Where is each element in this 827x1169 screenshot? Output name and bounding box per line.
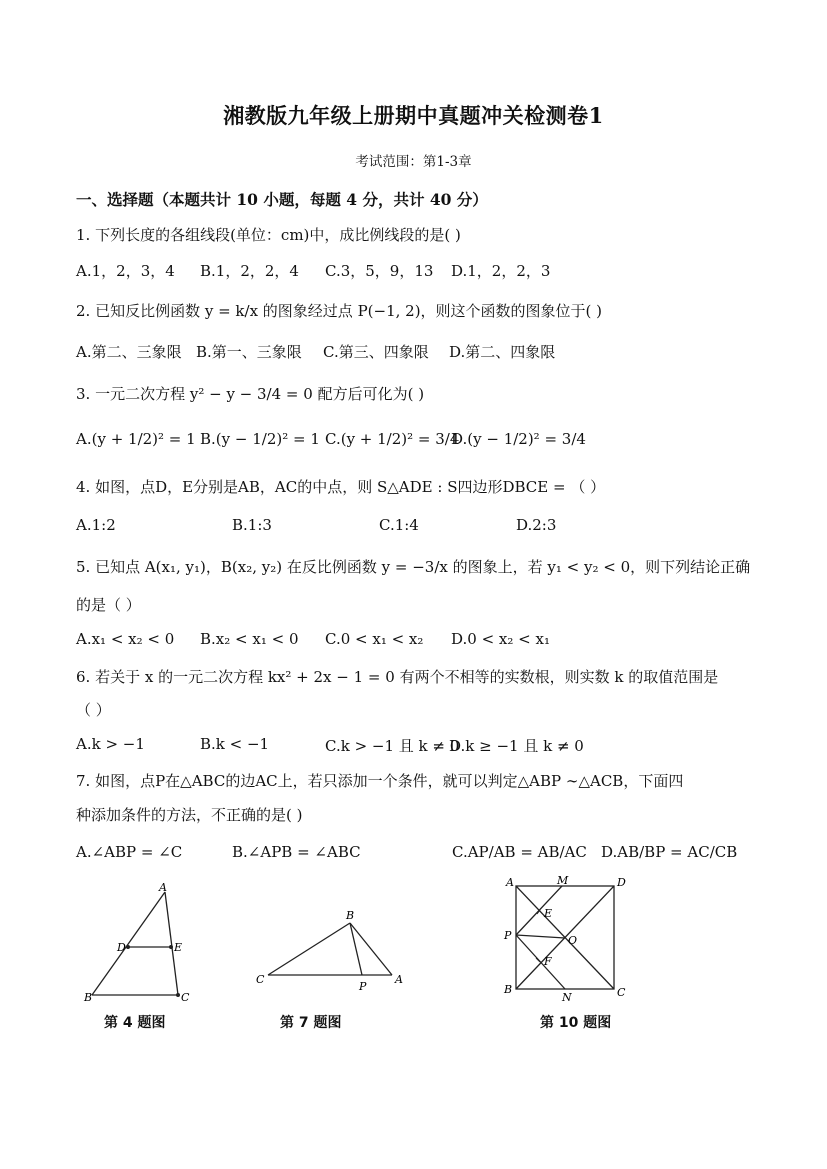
q6-option-a: A.k > −1 (76, 735, 145, 753)
fig4-edge-ab (92, 892, 165, 995)
figure-10 (500, 872, 635, 1007)
q2-option-d: D.第二、四象限 (449, 343, 556, 361)
figure-7-caption: 第 7 题图 (280, 1015, 342, 1031)
question-2-stem: 2. 已知反比例函数 y = k/x 的图象经过点 P(−1, 2)，则这个函数的图象位于( ) (76, 302, 603, 320)
q3-option-c: C.(y + 1/2)² = 3/4 (325, 430, 460, 448)
q7-option-c: C.AP/AB = AB/AC (452, 843, 587, 861)
q3-option-d: D.(y − 1/2)² = 3/4 (451, 430, 586, 448)
fig10-label-p: P (504, 929, 512, 942)
q5-option-b: B.x₂ < x₁ < 0 (200, 630, 299, 648)
fig10-label-m: M (557, 874, 569, 887)
q4-option-d: D.2:3 (516, 516, 557, 534)
exam-scope: 考试范围：第1-3章 (355, 154, 472, 170)
fig10-label-c: C (617, 986, 626, 999)
section-heading: 一、选择题（本题共计 10 小题，每题 4 分，共计 40 分） (76, 190, 488, 209)
q4-option-a: A.1:2 (76, 516, 116, 534)
q4-option-c: C.1:4 (379, 516, 419, 534)
q2-option-b: B.第一、三象限 (196, 343, 302, 361)
question-7-stem-line1: 7. 如图，点P在△ABC的边AC上，若只添加一个条件，就可以判定△ABP ∼△ACB，下面四 (76, 772, 684, 790)
q6-option-d: D.k ≥ −1 且 k ≠ 0 (449, 737, 584, 755)
q3-option-b: B.(y − 1/2)² = 1 (200, 430, 320, 448)
page-title: 湘教版九年级上册期中真题冲关检测卷1 (223, 103, 604, 128)
q3-option-a: A.(y + 1/2)² = 1 (76, 430, 196, 448)
fig7-label-c: C (256, 973, 265, 986)
fig4-label-e: E (174, 941, 183, 954)
question-6-stem-line1: 6. 若关于 x 的一元二次方程 kx² + 2x − 1 = 0 有两个不相等的实数根，则实数 k 的取值范围是 (76, 668, 719, 686)
q5-option-a: A.x₁ < x₂ < 0 (76, 630, 175, 648)
fig4-point-c (176, 993, 180, 997)
q1-option-b: B.1，2，2，4 (200, 262, 299, 280)
figure-4 (80, 880, 200, 1010)
q6-option-c: C.k > −1 且 k ≠ 0 (325, 737, 460, 755)
fig4-label-b: B (84, 991, 93, 1004)
fig4-label-d: D (117, 941, 126, 954)
q6-option-b: B.k < −1 (200, 735, 270, 753)
figure-7 (252, 905, 412, 995)
fig7-edge-cb (268, 923, 350, 975)
fig7-label-a: A (395, 973, 403, 986)
q2-option-a: A.第二、三象限 (76, 343, 182, 361)
q4-option-b: B.1:3 (232, 516, 272, 534)
question-1-stem: 1. 下列长度的各组线段(单位：cm)中，成比例线段的是( ) (76, 226, 461, 244)
figure-4-caption: 第 4 题图 (104, 1015, 166, 1031)
q1-option-a: A.1，2，3，4 (76, 262, 175, 280)
q2-option-c: C.第三、四象限 (323, 343, 429, 361)
fig10-label-f: F (544, 955, 552, 968)
q5-option-d: D.0 < x₂ < x₁ (451, 630, 550, 648)
question-5-stem-line1: 5. 已知点 A(x₁, y₁)，B(x₂, y₂) 在反比例函数 y = −3/x 的图象上，若 y₁ < y₂ < 0，则下列结论正确 (76, 558, 751, 576)
question-6-stem-line2: （ ） (76, 701, 111, 719)
fig4-point-e (169, 945, 173, 949)
fig7-label-p: P (359, 980, 367, 993)
question-4-stem: 4. 如图，点D，E分别是AB，AC的中点，则 S△ADE : S四边形DBCE = （ ） (76, 478, 606, 496)
fig10-segment-po (516, 935, 565, 938)
q7-option-a: A.∠ABP = ∠C (76, 843, 183, 861)
fig10-label-o: O (568, 934, 578, 947)
fig10-label-n: N (562, 991, 572, 1004)
fig10-label-d: D (617, 876, 626, 889)
figure-10-caption: 第 10 题图 (540, 1015, 612, 1031)
question-5-stem-line2: 的是（ ） (76, 596, 141, 614)
fig10-label-a: A (506, 876, 514, 889)
fig4-point-d (126, 945, 130, 949)
fig10-label-e: E (544, 907, 553, 920)
question-3-stem: 3. 一元二次方程 y² − y − 3/4 = 0 配方后可化为( ) (76, 385, 425, 403)
q7-option-b: B.∠APB = ∠ABC (232, 843, 361, 861)
q5-option-c: C.0 < x₁ < x₂ (325, 630, 424, 648)
question-7-stem-line2: 种添加条件的方法，不正确的是( ) (76, 806, 303, 824)
fig7-label-b: B (346, 909, 355, 922)
q7-option-d: D.AB/BP = AC/CB (601, 843, 738, 861)
fig10-label-b: B (504, 983, 513, 996)
fig4-label-c: C (181, 991, 190, 1004)
q1-option-d: D.1，2，2，3 (451, 262, 551, 280)
q1-option-c: C.3，5，9，13 (325, 262, 434, 280)
fig4-label-a: A (159, 881, 167, 894)
